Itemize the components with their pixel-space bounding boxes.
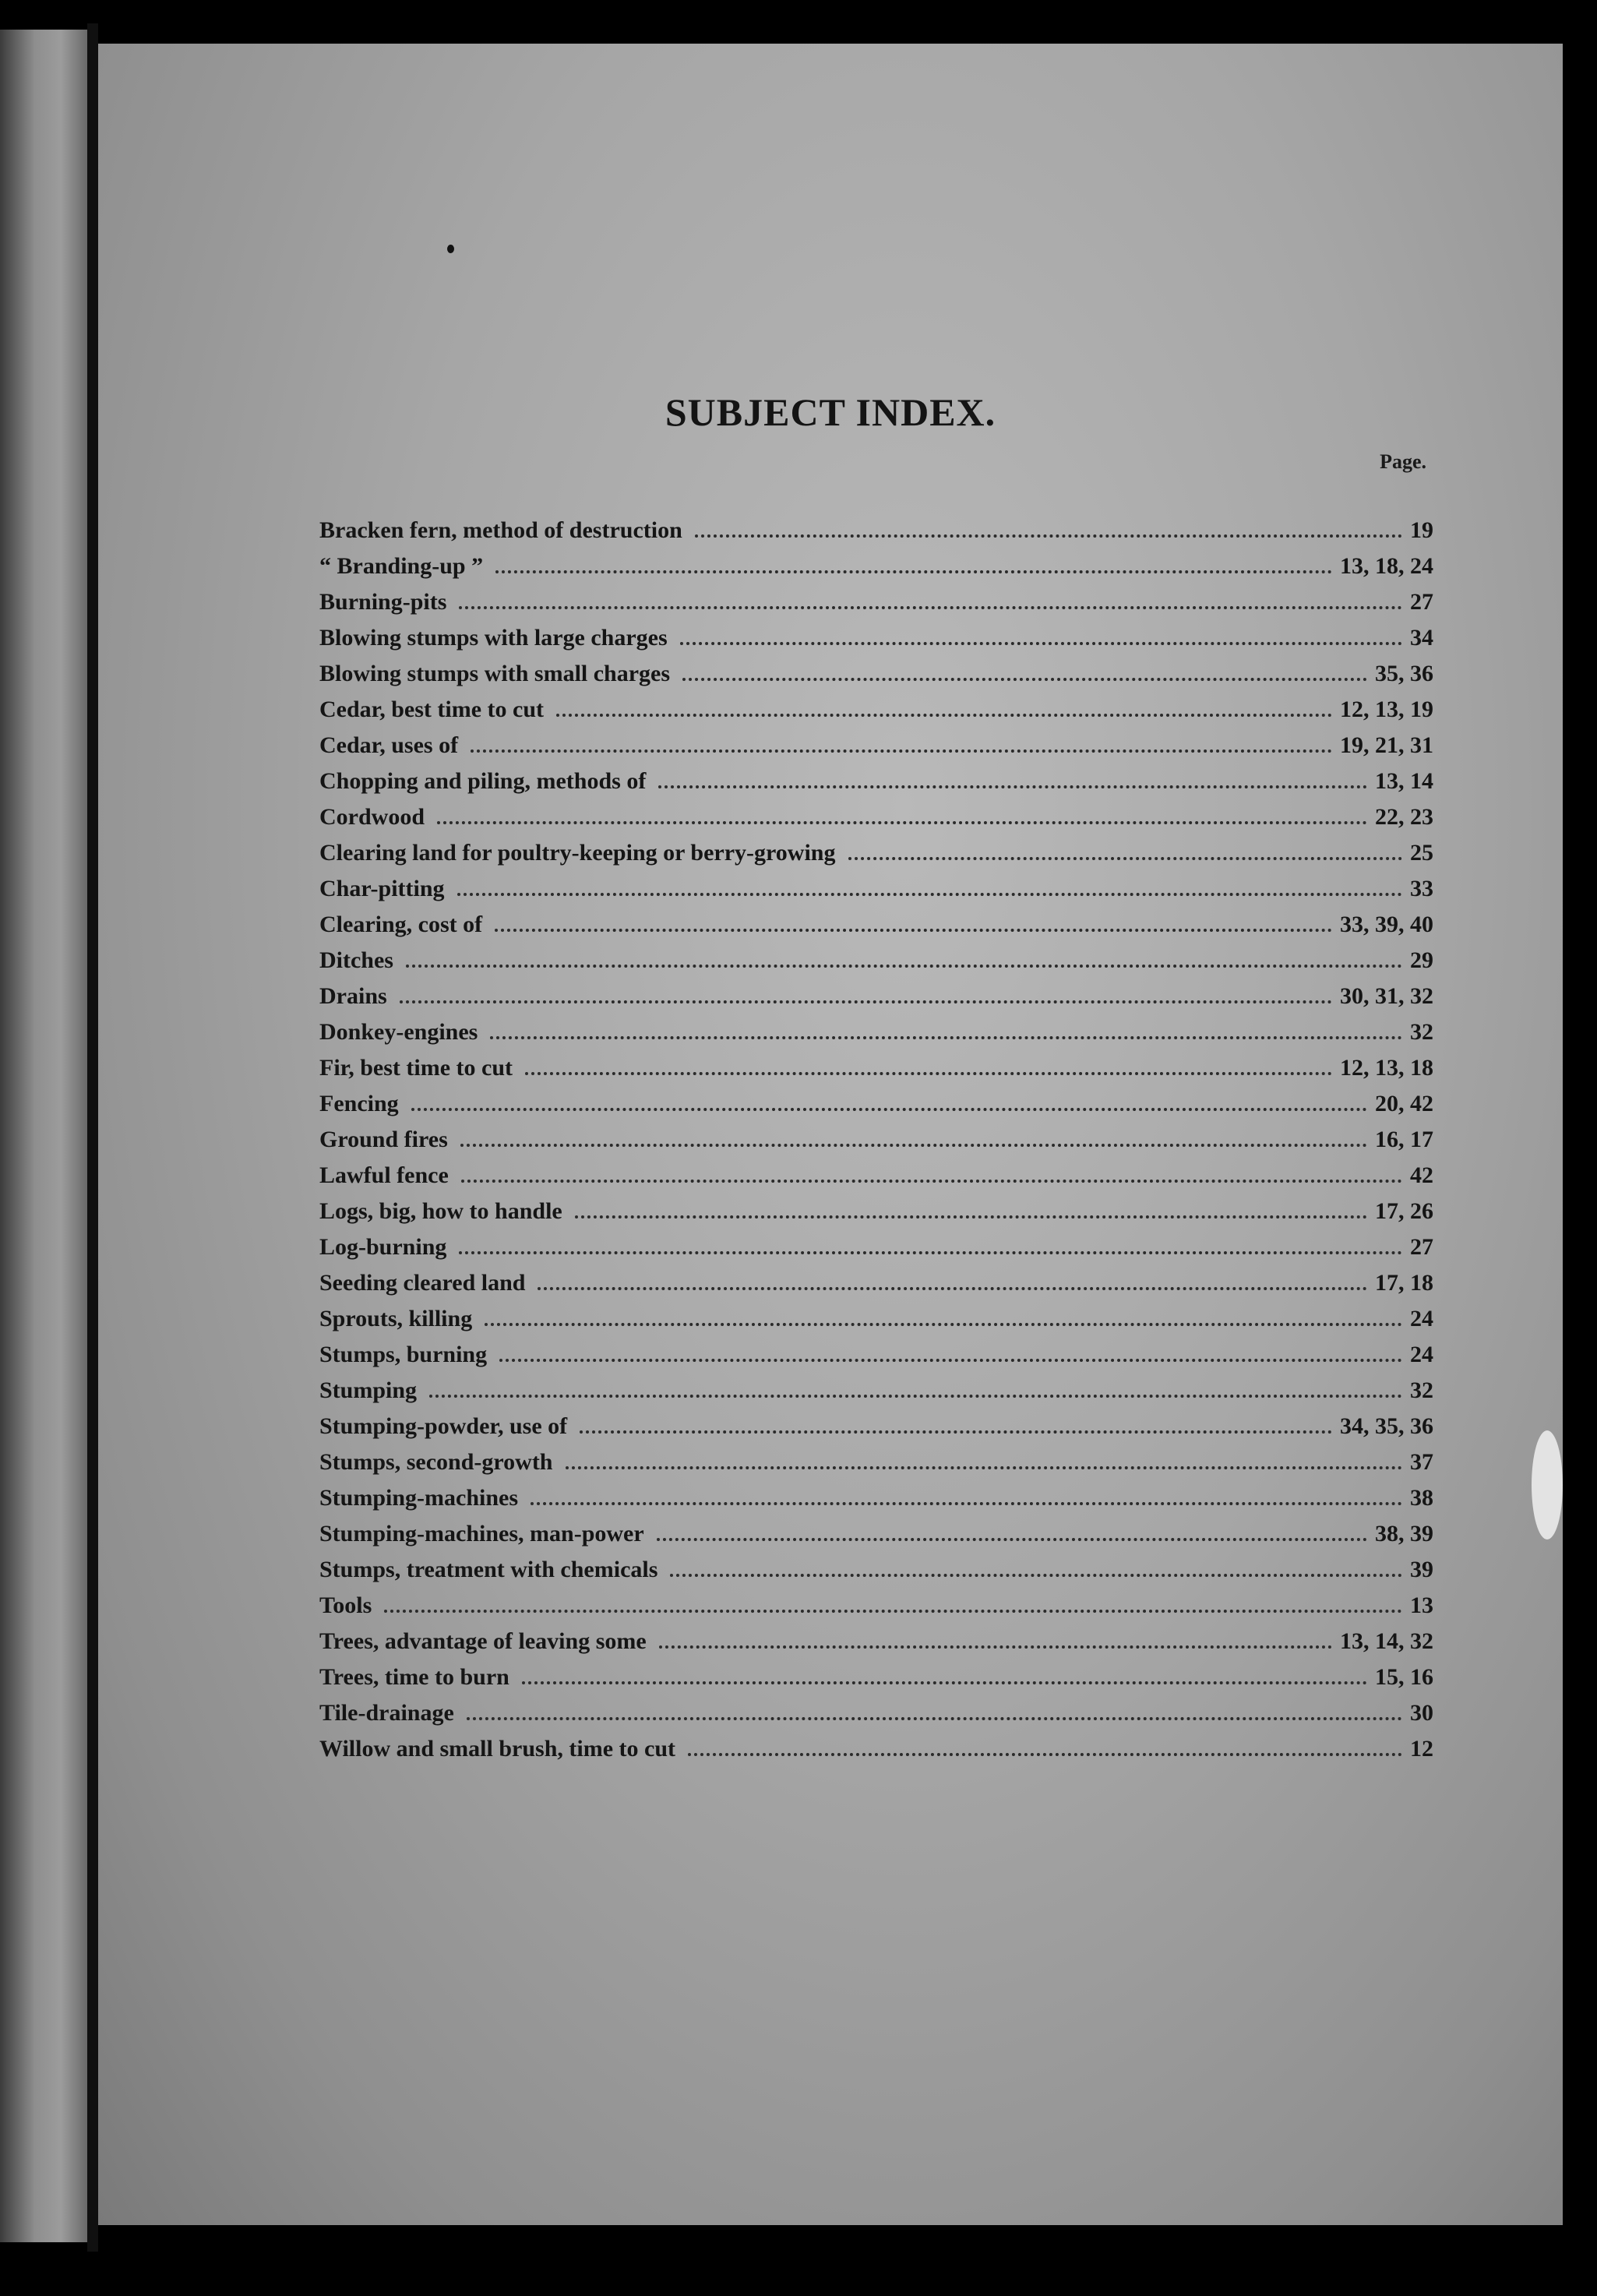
entry-subject: Cedar, uses of bbox=[319, 732, 459, 758]
index-page bbox=[98, 44, 1563, 2225]
index-entry bbox=[319, 1162, 1433, 1198]
dot-leader bbox=[490, 1036, 1402, 1039]
entry-subject: Blowing stumps with small charges bbox=[319, 661, 671, 686]
index-entry bbox=[319, 1198, 1433, 1234]
page-title: SUBJECT INDEX. bbox=[665, 390, 996, 434]
entry-page-numbers: 38 bbox=[1410, 1485, 1433, 1511]
entry-page-numbers: 19, 21, 31 bbox=[1340, 732, 1433, 758]
entry-subject: Trees, advantage of leaving some bbox=[319, 1628, 647, 1654]
dot-leader bbox=[680, 642, 1402, 645]
entry-page-numbers: 13 bbox=[1410, 1592, 1433, 1618]
entry-subject: Tile-drainage bbox=[319, 1700, 454, 1726]
index-entry bbox=[319, 1521, 1433, 1557]
entry-subject: Stumps, burning bbox=[319, 1342, 488, 1367]
entry-page-numbers: 16, 17 bbox=[1375, 1127, 1433, 1152]
dot-leader bbox=[659, 1645, 1332, 1649]
entry-page-numbers: 34 bbox=[1410, 625, 1433, 651]
index-entry bbox=[319, 1342, 1433, 1377]
entry-page-numbers: 30 bbox=[1410, 1700, 1433, 1726]
entry-page-numbers: 32 bbox=[1410, 1019, 1433, 1045]
entry-page-numbers: 33 bbox=[1410, 876, 1433, 901]
index-entry bbox=[319, 768, 1433, 804]
index-entry bbox=[319, 1019, 1433, 1055]
index-entry bbox=[319, 589, 1433, 625]
index-entry bbox=[319, 1413, 1433, 1449]
entry-subject: Sprouts, killing bbox=[319, 1306, 473, 1331]
entry-page-numbers: 15, 16 bbox=[1375, 1664, 1433, 1690]
entry-subject: Cedar, best time to cut bbox=[319, 697, 545, 722]
entry-page-numbers: 35, 36 bbox=[1375, 661, 1433, 686]
dot-leader bbox=[575, 1215, 1367, 1219]
dot-leader bbox=[457, 893, 1402, 896]
dot-leader bbox=[695, 534, 1402, 538]
entry-page-numbers: 30, 31, 32 bbox=[1340, 983, 1433, 1009]
entry-page-numbers: 20, 42 bbox=[1375, 1091, 1433, 1116]
entry-page-numbers: 27 bbox=[1410, 1234, 1433, 1260]
dot-leader bbox=[471, 749, 1332, 753]
index-entry bbox=[319, 1234, 1433, 1270]
entry-subject: Drains bbox=[319, 983, 387, 1009]
index-entry bbox=[319, 983, 1433, 1019]
entry-page-numbers: 37 bbox=[1410, 1449, 1433, 1475]
dot-leader bbox=[384, 1610, 1402, 1613]
dot-leader bbox=[467, 1717, 1402, 1720]
entry-page-numbers: 13, 14 bbox=[1375, 768, 1433, 794]
index-entry bbox=[319, 1377, 1433, 1413]
index-entry bbox=[319, 553, 1433, 589]
dot-leader bbox=[429, 1395, 1402, 1398]
index-entry bbox=[319, 1700, 1433, 1736]
dot-leader bbox=[411, 1108, 1367, 1111]
index-entry bbox=[319, 1628, 1433, 1664]
dot-leader bbox=[688, 1753, 1402, 1756]
entry-subject: Stumps, second-growth bbox=[319, 1449, 553, 1475]
entry-page-numbers: 13, 18, 24 bbox=[1340, 553, 1433, 579]
index-entry bbox=[319, 1449, 1433, 1485]
ink-speck bbox=[447, 245, 454, 253]
dot-leader bbox=[437, 821, 1367, 824]
paper-stain bbox=[1532, 1430, 1563, 1539]
entry-page-numbers: 29 bbox=[1410, 947, 1433, 973]
entry-subject: Cordwood bbox=[319, 804, 425, 830]
entry-page-numbers: 12, 13, 19 bbox=[1340, 697, 1433, 722]
book-gutter bbox=[87, 23, 98, 2252]
entry-page-numbers: 27 bbox=[1410, 589, 1433, 615]
entry-subject: Ground fires bbox=[319, 1127, 448, 1152]
entry-subject: Fir, best time to cut bbox=[319, 1055, 513, 1081]
index-entry bbox=[319, 1736, 1433, 1772]
index-entry bbox=[319, 1091, 1433, 1127]
dot-leader bbox=[459, 606, 1402, 609]
dot-leader bbox=[460, 1144, 1367, 1147]
dot-leader bbox=[406, 965, 1402, 968]
entry-page-numbers: 42 bbox=[1410, 1162, 1433, 1188]
index-entry bbox=[319, 732, 1433, 768]
index-entry bbox=[319, 1270, 1433, 1306]
dot-leader bbox=[670, 1574, 1402, 1577]
dot-leader bbox=[580, 1430, 1332, 1434]
dot-leader bbox=[531, 1502, 1402, 1505]
dot-leader bbox=[461, 1180, 1402, 1183]
entry-page-numbers: 12, 13, 18 bbox=[1340, 1055, 1433, 1081]
dot-leader bbox=[525, 1072, 1332, 1075]
entry-page-numbers: 17, 18 bbox=[1375, 1270, 1433, 1296]
dot-leader bbox=[495, 929, 1332, 932]
index-entry bbox=[319, 1557, 1433, 1592]
dot-leader bbox=[682, 678, 1367, 681]
entry-subject: Tools bbox=[319, 1592, 372, 1618]
entry-subject: Bracken fern, method of destruction bbox=[319, 517, 682, 543]
index-entry bbox=[319, 1664, 1433, 1700]
entry-subject: Clearing land for poultry-keeping or berry-growing bbox=[319, 840, 836, 866]
entry-page-numbers: 24 bbox=[1410, 1306, 1433, 1331]
entry-page-numbers: 19 bbox=[1410, 517, 1433, 543]
entry-subject: Stumping-machines bbox=[319, 1485, 519, 1511]
entry-subject: Fencing bbox=[319, 1091, 399, 1116]
entry-subject: Seeding cleared land bbox=[319, 1270, 526, 1296]
entry-subject: “ Branding-up ” bbox=[319, 553, 484, 579]
index-entry bbox=[319, 661, 1433, 697]
entry-page-numbers: 38, 39 bbox=[1375, 1521, 1433, 1547]
entry-subject: Stumping-machines, man-power bbox=[319, 1521, 644, 1547]
entry-page-numbers: 12 bbox=[1410, 1736, 1433, 1762]
index-entry bbox=[319, 517, 1433, 553]
index-entry bbox=[319, 912, 1433, 947]
entry-subject: Chopping and piling, methods of bbox=[319, 768, 647, 794]
dot-leader bbox=[848, 857, 1403, 860]
index-entry bbox=[319, 1592, 1433, 1628]
entry-subject: Lawful fence bbox=[319, 1162, 449, 1188]
entry-subject: Stumping bbox=[319, 1377, 418, 1403]
index-entry bbox=[319, 625, 1433, 661]
entry-page-numbers: 32 bbox=[1410, 1377, 1433, 1403]
index-entry bbox=[319, 840, 1433, 876]
entry-page-numbers: 22, 23 bbox=[1375, 804, 1433, 830]
dot-leader bbox=[566, 1466, 1403, 1469]
entry-subject: Burning-pits bbox=[319, 589, 447, 615]
dot-leader bbox=[538, 1287, 1367, 1290]
entry-page-numbers: 13, 14, 32 bbox=[1340, 1628, 1433, 1654]
index-list bbox=[319, 517, 1433, 1772]
index-entry bbox=[319, 1127, 1433, 1162]
index-entry bbox=[319, 876, 1433, 912]
entry-page-numbers: 24 bbox=[1410, 1342, 1433, 1367]
dot-leader bbox=[657, 1538, 1367, 1541]
entry-subject: Clearing, cost of bbox=[319, 912, 483, 937]
entry-subject: Willow and small brush, time to cut bbox=[319, 1736, 675, 1762]
entry-page-numbers: 25 bbox=[1410, 840, 1433, 866]
entry-subject: Blowing stumps with large charges bbox=[319, 625, 668, 651]
index-entry bbox=[319, 804, 1433, 840]
entry-subject: Char-pitting bbox=[319, 876, 445, 901]
entry-subject: Trees, time to burn bbox=[319, 1664, 509, 1690]
dot-leader bbox=[522, 1681, 1367, 1684]
dot-leader bbox=[658, 785, 1367, 788]
entry-page-numbers: 39 bbox=[1410, 1557, 1433, 1582]
entry-page-numbers: 17, 26 bbox=[1375, 1198, 1433, 1224]
entry-subject: Ditches bbox=[319, 947, 393, 973]
dot-leader bbox=[400, 1000, 1332, 1003]
entry-subject: Donkey-engines bbox=[319, 1019, 478, 1045]
index-entry bbox=[319, 1055, 1433, 1091]
index-entry bbox=[319, 1485, 1433, 1521]
dot-leader bbox=[495, 570, 1332, 573]
dot-leader bbox=[485, 1323, 1402, 1326]
facing-page-edge bbox=[0, 30, 87, 2242]
dot-leader bbox=[499, 1359, 1402, 1362]
entry-subject: Log-burning bbox=[319, 1234, 447, 1260]
index-entry bbox=[319, 1306, 1433, 1342]
index-entry bbox=[319, 947, 1433, 983]
dot-leader bbox=[556, 714, 1332, 717]
entry-subject: Stumping-powder, use of bbox=[319, 1413, 568, 1439]
index-entry bbox=[319, 697, 1433, 732]
entry-subject: Stumps, treatment with chemicals bbox=[319, 1557, 658, 1582]
entry-page-numbers: 33, 39, 40 bbox=[1340, 912, 1433, 937]
entry-page-numbers: 34, 35, 36 bbox=[1340, 1413, 1433, 1439]
page-column-header: Page. bbox=[1380, 450, 1426, 473]
dot-leader bbox=[459, 1251, 1402, 1254]
entry-subject: Logs, big, how to handle bbox=[319, 1198, 562, 1224]
